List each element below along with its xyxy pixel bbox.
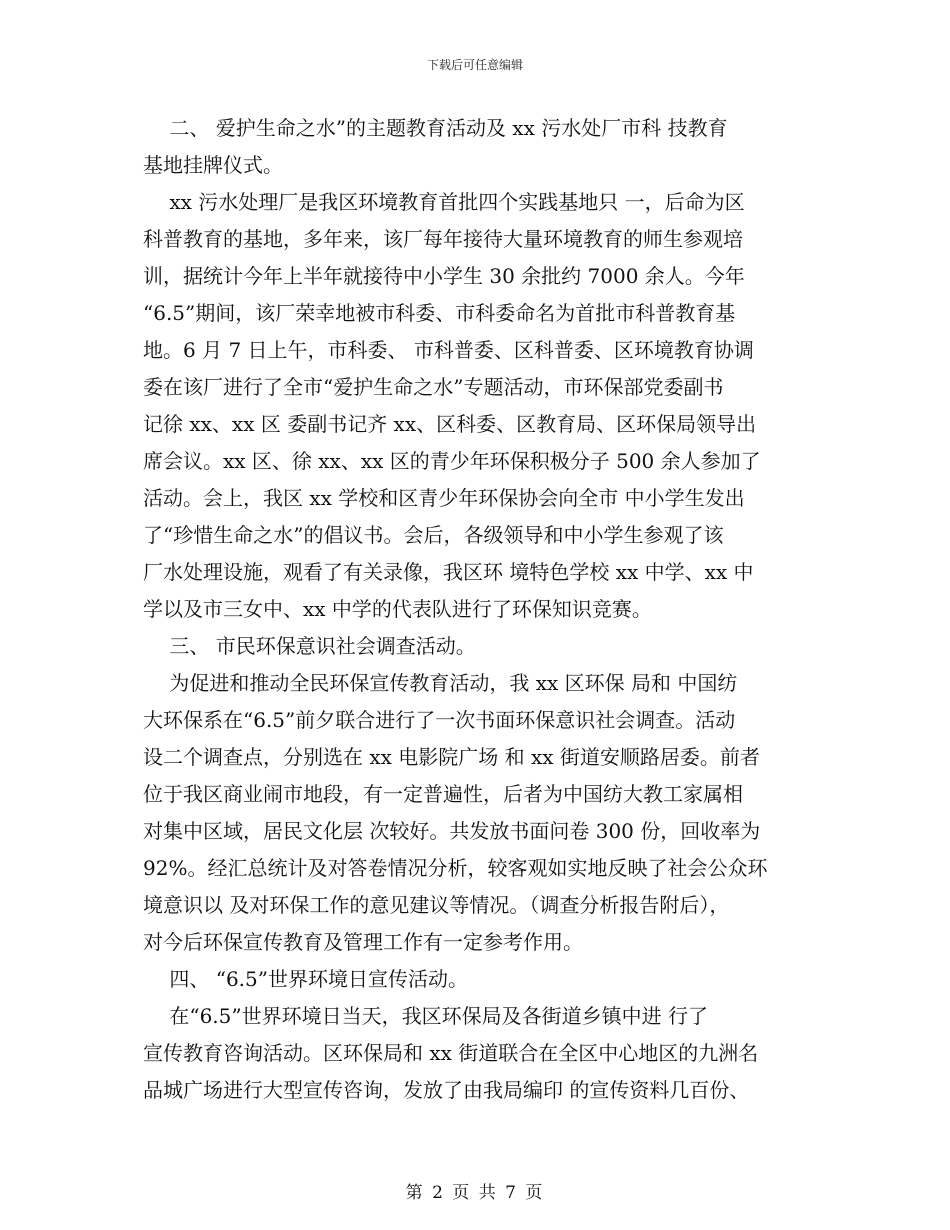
text-line: “6.5”期间，该厂荣幸地被市科委、市科委命名为首批市科普教育基	[143, 301, 736, 325]
text-line: 地。6 月 7 日上午，市科委、 市科普委、区科普委、区环境教育协调	[143, 338, 754, 362]
text-line: 位于我区商业闹市地段，有一定普遍性，后者为中国纺大教工家属相	[143, 782, 743, 806]
document-body	[143, 110, 808, 1109]
text-line: 92%。经汇总统计及对答卷情况分析，较客观如实地反映了社会公众环	[143, 856, 768, 880]
text-line: 训，据统计今年上半年就接待中小学生 30 余批约 7000 余人。今年	[143, 264, 745, 288]
text-line: 了“珍惜生命之水”的倡议书。会后，各级领导和中小学生参观了该	[143, 523, 724, 547]
text-line: 二、 爱护生命之水”的主题教育活动及 xx 污水处厂市科 技教育	[143, 116, 728, 140]
text-line: 席会议。xx 区、徐 xx、xx 区的青少年环保积极分子 500 余人参加了	[143, 449, 761, 473]
text-line: 大环保系在“6.5”前夕联合进行了一次书面环保意识社会调查。活动	[143, 708, 736, 732]
text-line: 委在该厂进行了全市“爱护生命之水”专题活动，市环保部党委副书	[143, 375, 724, 399]
text-line: xx 污水处理厂是我区环境教育首批四个实践基地只 一，后命为区	[143, 190, 745, 214]
text-line: 为促进和推动全民环保宣传教育活动，我 xx 区环保 局和 中国纺	[143, 671, 738, 695]
page-number-footer: 第 2 页 共 7 页	[405, 1183, 545, 1203]
text-line: 品城广场进行大型宣传咨询，发放了由我局编印 的宣传资料几百份、	[143, 1078, 750, 1102]
text-line: 对今后环保宣传教育及管理工作有一定参考作用。	[143, 930, 583, 954]
text-line: 基地挂牌仪式。	[143, 153, 283, 177]
page-header: 下载后可任意编辑	[426, 58, 523, 72]
text-line: 三、 市民环保意识社会调查活动。	[143, 634, 476, 658]
text-line: 境意识以 及对环保工作的意见建议等情况。（调查分析报告附后），	[143, 893, 730, 917]
text-line: 对集中区域，居民文化层 次较好。共发放书面问卷 300 份，回收率为	[143, 819, 761, 843]
text-line: 厂水处理设施，观看了有关录像，我区环 境特色学校 xx 中学、xx 中	[143, 560, 754, 584]
text-line: 宣传教育咨询活动。区环保局和 xx 街道联合在全区中心地区的九洲名	[143, 1041, 759, 1065]
text-line: 设二个调查点，分别选在 xx 电影院广场 和 xx 街道安顺路居委。前者	[143, 745, 760, 769]
text-line: 在“6.5”世界环境日当天，我区环保局及各街道乡镇中进 行了	[143, 1004, 708, 1028]
text-line: 学以及市三女中、xx 中学的代表队进行了环保知识竞赛。	[143, 597, 652, 621]
text-line: 记徐 xx、xx 区 委副书记齐 xx、区科委、区教育局、区环保局领导出	[143, 412, 757, 436]
text-line: 科普教育的基地，多年来，该厂每年接待大量环境教育的师生参观培	[143, 227, 743, 251]
text-line: 四、 “6.5”世界环境日宣传活动。	[143, 967, 468, 991]
text-line: 活动。会上，我区 xx 学校和区青少年环保协会向全市 中小学生发出	[143, 486, 745, 510]
